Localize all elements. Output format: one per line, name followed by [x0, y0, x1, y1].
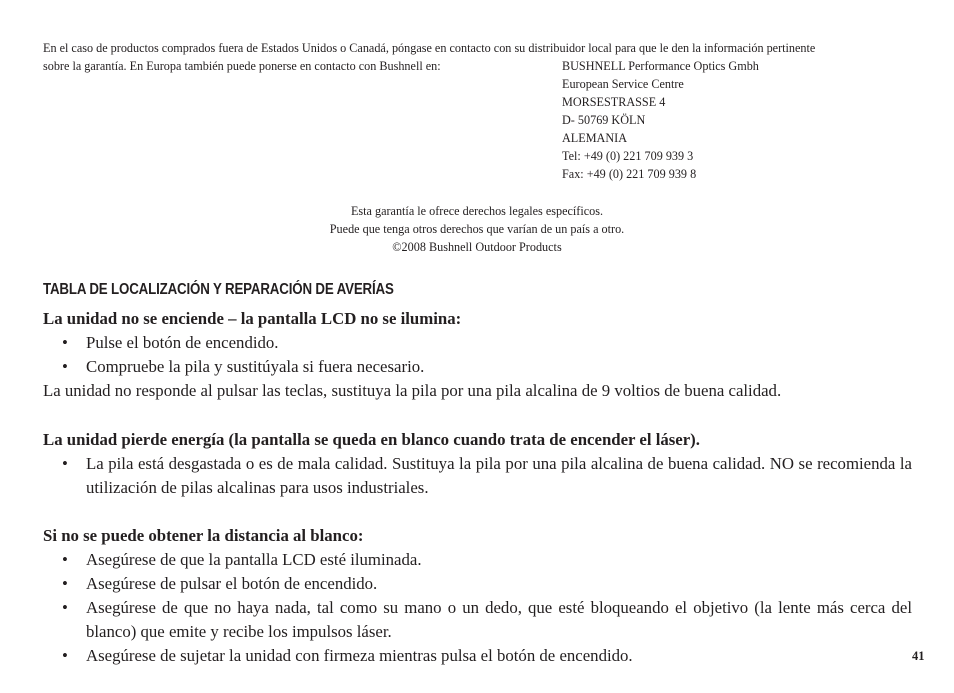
- list-item: [62, 548, 912, 572]
- list-item: [62, 596, 912, 644]
- page-number: 41: [912, 649, 925, 663]
- address-line: D- 50769 KÖLN: [562, 113, 646, 127]
- address-line: BUSHNELL Performance Optics Gmbh: [562, 59, 759, 73]
- section-1-note: La unidad no responde al pulsar las teclas, sustituya la pila por una pila alcalina de 9 voltios de buena calidad.: [43, 381, 782, 400]
- list-item: [62, 644, 912, 668]
- bullet-icon: •: [62, 550, 68, 569]
- section-1-title: La unidad no se enciende – la pantalla LCD no se ilumina:: [43, 309, 462, 328]
- bullet-icon: •: [62, 598, 68, 617]
- list-item-text: Asegúrese de que no haya nada, tal como su mano o un dedo, que esté bloqueando el objetivo (la lente más cerca del blanco) que emite y recibe los impulsos láser.: [86, 598, 912, 641]
- legal-line: Esta garantía le ofrece derechos legales específicos.: [350, 204, 604, 218]
- list-item-text: Asegúrese de pulsar el botón de encendido.: [86, 574, 378, 593]
- address-line: ALEMANIA: [562, 131, 627, 145]
- bullet-icon: •: [62, 357, 68, 376]
- legal-line: Puede que tenga otros derechos que varían de un país a otro.: [329, 222, 625, 236]
- address-line: Tel: +49 (0) 221 709 939 3: [562, 149, 694, 163]
- bullet-icon: •: [62, 646, 68, 665]
- list-item-text: Asegúrese de sujetar la unidad con firmeza mientras pulsa el botón de encendido.: [86, 646, 633, 665]
- list-item: [62, 355, 912, 379]
- list-item-text: La pila está desgastada o es de mala calidad. Sustituya la pila por una pila alcalina de buena calidad. NO se recomienda la utilización de pilas alcalinas para usos industriales.: [86, 454, 912, 497]
- service-centre-address: [562, 57, 759, 183]
- section-heading: TABLA DE LOCALIZACIÓN Y REPARACIÓN DE AVERÍAS: [43, 281, 394, 298]
- section-3-title: Si no se puede obtener la distancia al blanco:: [43, 526, 364, 545]
- list-item-text: Pulse el botón de encendido.: [86, 333, 279, 352]
- bullet-icon: •: [62, 574, 68, 593]
- bullet-icon: •: [62, 454, 68, 473]
- address-line: European Service Centre: [562, 77, 684, 91]
- copyright-line: ©2008 Bushnell Outdoor Products: [392, 240, 562, 254]
- list-item: [62, 452, 912, 500]
- section-2-title: La unidad pierde energía (la pantalla se queda en blanco cuando trata de encender el láser).: [43, 430, 700, 449]
- intro-line-2: sobre la garantía. En Europa también puede ponerse en contacto con Bushnell en:: [43, 59, 441, 73]
- intro-line-1: En el caso de productos comprados fuera de Estados Unidos o Canadá, póngase en contacto con su distribuidor local para que le den la información pertinente: [43, 41, 816, 55]
- legal-notice: [0, 202, 954, 256]
- list-item: [62, 331, 912, 355]
- list-item-text: Asegúrese de que la pantalla LCD esté iluminada.: [86, 550, 422, 569]
- bullet-icon: •: [62, 333, 68, 352]
- list-item: [62, 572, 912, 596]
- address-line: Fax: +49 (0) 221 709 939 8: [562, 167, 697, 181]
- list-item-text: Compruebe la pila y sustitúyala si fuera necesario.: [86, 357, 425, 376]
- address-line: MORSESTRASSE 4: [562, 95, 666, 109]
